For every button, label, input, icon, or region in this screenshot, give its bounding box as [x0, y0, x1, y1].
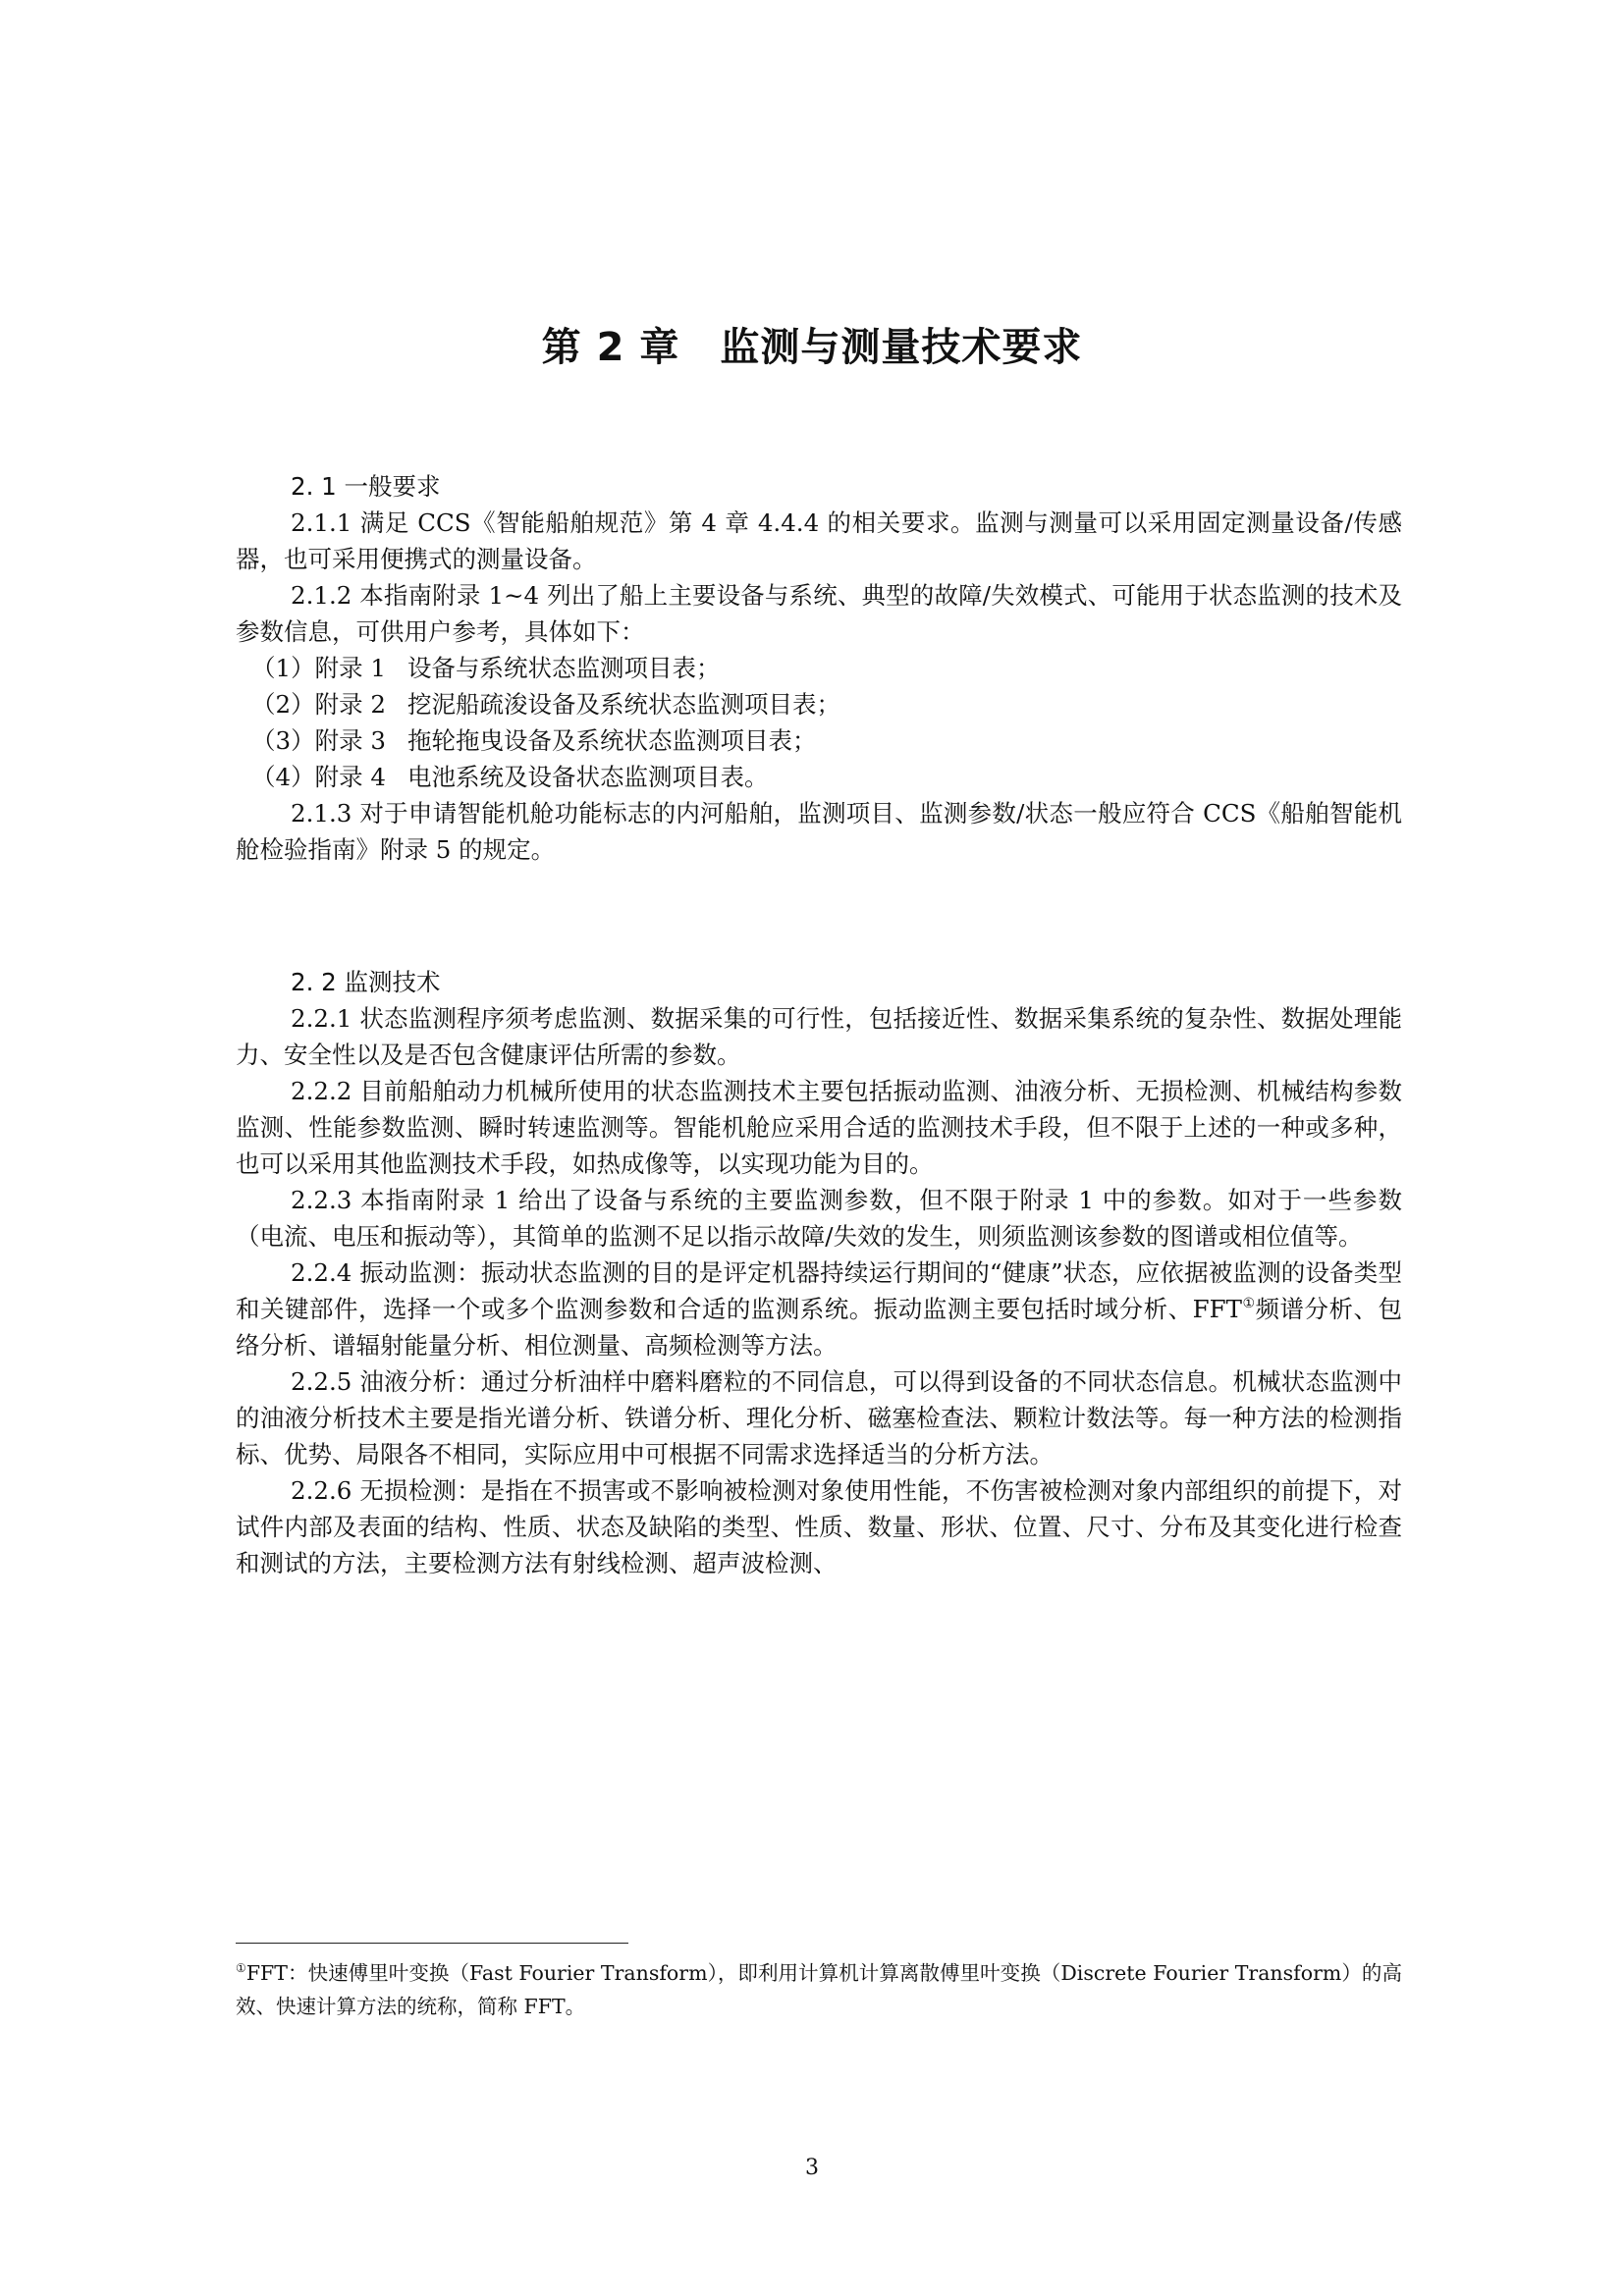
list-item-text: 拖轮拖曳设备及系统状态监测项目表；	[406, 726, 817, 755]
paragraph-2-2-1: 2.2.1 状态监测程序须考虑监测、数据采集的可行性，包括接近性、数据采集系统的复杂性、数据处理能力、安全性以及是否包含健康评估所需的参数。	[236, 1004, 1402, 1069]
paragraph-2-1-2: 2.1.2 本指南附录 1~4 列出了船上主要设备与系统、典型的故障/失效模式、可能用于状态监测的技术及参数信息，可供用户参考，具体如下：	[236, 581, 1402, 646]
section-heading: 2. 2 监测技术	[291, 968, 441, 996]
list-item-number: （4）附录 4	[251, 763, 386, 791]
paragraph-2-2-6: 2.2.6 无损检测：是指在不损害或不影响被检测对象使用性能，不伤害被检测对象内部组织的前提下，对试件内部及表面的结构、性质、状态及缺陷的类型、性质、数量、形状、位置、尺寸、分布及其变化进行检查和测试的方法，主要检测方法有射线检测、超声波检测、	[236, 1476, 1402, 1577]
list-item	[236, 686, 1402, 722]
list-item	[236, 722, 1402, 759]
footnote-mark: ①	[236, 1961, 246, 1975]
paragraph-2-2-5: 2.2.5 油液分析：通过分析油样中磨料磨粒的不同信息，可以得到设备的不同状态信息。机械状态监测中的油液分析技术主要是指光谱分析、铁谱分析、理化分析、磁塞检查法、颗粒计数法等。每一种方法的检测指标、优势、局限各不相同，实际应用中可根据不同需求选择适当的分析方法。	[236, 1367, 1402, 1468]
section-general-requirements	[236, 468, 1402, 868]
list-item-number: （2）附录 2	[251, 690, 386, 719]
list-item-text: 挖泥船疏浚设备及系统状态监测项目表；	[406, 690, 840, 719]
list-item	[236, 650, 1402, 686]
footnote-separator	[236, 1943, 628, 1944]
paragraph-2-2-3: 2.2.3 本指南附录 1 给出了设备与系统的主要监测参数，但不限于附录 1 中的参数。如对于一些参数（电流、电压和振动等），其简单的监测不足以指示故障/失效的发生，则须监测该参数的图谱或相位值等。	[236, 1186, 1402, 1251]
paragraph-2-2-2: 2.2.2 目前船舶动力机械所使用的状态监测技术主要包括振动监测、油液分析、无损检测、机械结构参数监测、性能参数监测、瞬时转速监测等。智能机舱应采用合适的监测技术手段，但不限于上述的一种或多种，也可以采用其他监测技术手段，如热成像等，以实现功能为目的。	[236, 1077, 1402, 1178]
list-item	[236, 759, 1402, 795]
list-item-text: 设备与系统状态监测项目表；	[406, 654, 721, 682]
page-number: 3	[805, 2156, 819, 2180]
section-heading: 2. 1 一般要求	[291, 472, 441, 501]
footnote	[236, 1956, 1402, 2023]
paragraph-2-2-4: 2.2.4 振动监测：振动状态监测的目的是评定机器持续运行期间的“健康”状态，应依据被监测的设备类型和关键部件，选择一个或多个监测参数和合适的监测系统。振动监测主要包括时域分析、FFT①频谱分析、包络分析、谱辐射能量分析、相位测量、高频检测等方法。	[236, 1258, 1403, 1360]
paragraph-2-1-3: 2.1.3 对于申请智能机舱功能标志的内河船舶，监测项目、监测参数/状态一般应符合 CCS《船舶智能机舱检验指南》附录 5 的规定。	[236, 799, 1402, 864]
paragraph-2-1-1: 2.1.1 满足 CCS《智能船舶规范》第 4 章 4.4.4 的相关要求。监测与测量可以采用固定测量设备/传感器，也可采用便携式的测量设备。	[236, 508, 1402, 573]
footnote-text: FFT：快速傅里叶变换（Fast Fourier Transform），即利用计算机计算离散傅里叶变换（Discrete Fourier Transform）的高效、快速计算方法的统称，简称 FFT。	[236, 1961, 1402, 2018]
list-item-text: 电池系统及设备状态监测项目表。	[406, 763, 769, 791]
section-monitoring-techniques	[236, 964, 1402, 1581]
list-item-number: （3）附录 3	[251, 726, 386, 755]
chapter-title: 第 2 章 监测与测量技术要求	[541, 325, 1083, 370]
list-item-number: （1）附录 1	[251, 654, 386, 682]
footnote-reference[interactable]: ①	[1242, 1296, 1256, 1311]
body-content	[236, 468, 1402, 1581]
